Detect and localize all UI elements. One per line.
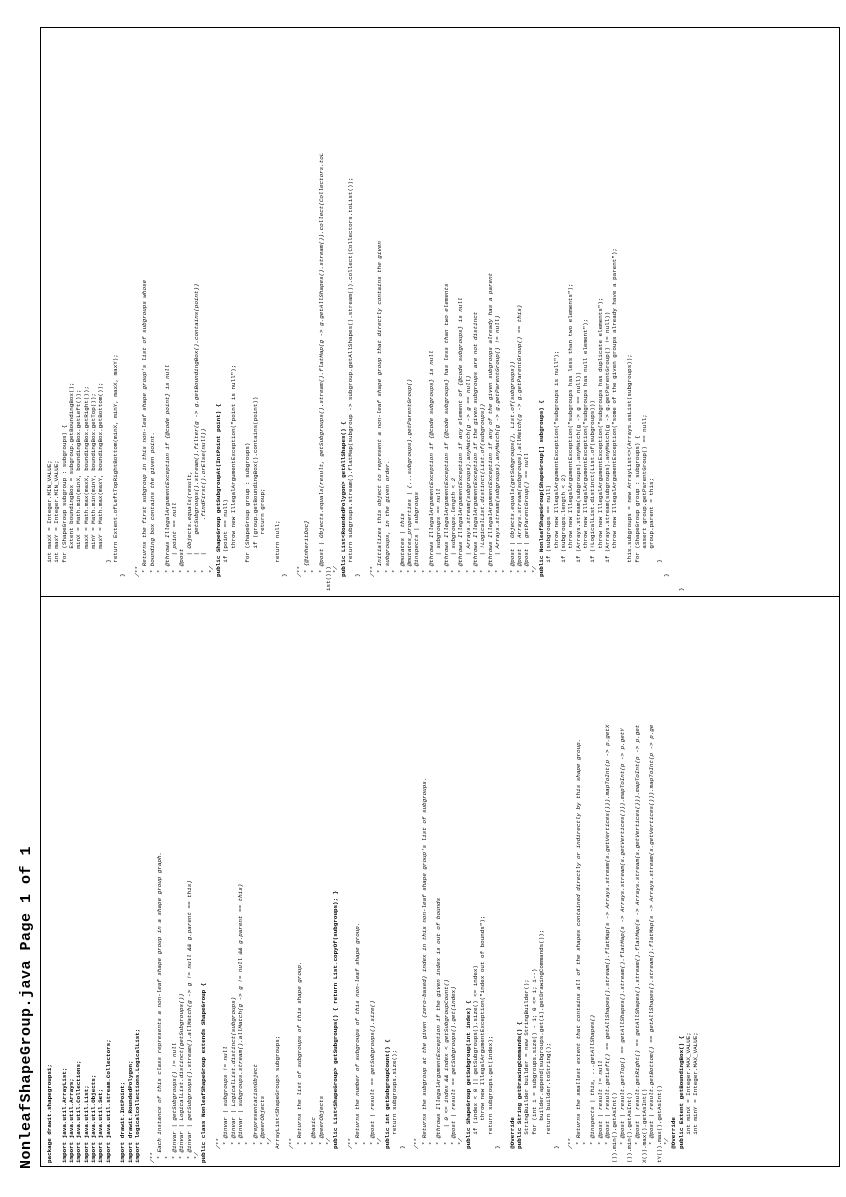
code-line: throw new IllegalArgumentException("index out of bounds");: [479, 915, 487, 1163]
code-line: * @post | result == getSubgroups().get(index): [449, 986, 457, 1163]
code-line: *: [303, 1138, 311, 1163]
code-line: * @post | result != null: [596, 1060, 604, 1163]
code-line: * bounding box contains the given point.: [148, 431, 156, 591]
code-line: * @peerObjects: [258, 1095, 266, 1163]
code-line: * @mutates | this: [398, 513, 406, 591]
code-line: * @post | result == getSubgroups().size(): [369, 1000, 377, 1163]
code-line: [266, 31, 273, 591]
code-line: [670, 31, 677, 591]
code-line: */: [266, 1138, 274, 1163]
code-line: */: [376, 1138, 384, 1163]
code-line: * Returns the list of subgroups of this shape group.: [295, 961, 303, 1163]
code-line: * @post | result.getLeft() == getAllShapes().stream().flatMap(s -> Arrays.stream(s.getVertices())).mapToInt(p -> p.getX: [604, 724, 612, 1163]
code-line: [112, 601, 119, 1163]
code-line: /**: [347, 1138, 355, 1163]
code-line: throw new IllegalArgumentException("subgroups has null element");: [582, 318, 590, 591]
code-line: throw new IllegalArgumentException("subgroups has less than two elements");: [567, 283, 575, 591]
code-listing-right: [46, 31, 685, 591]
code-line: * | subgroups == null: [435, 488, 443, 591]
code-line: * | 0 <= index && index < getSubgroupCount(): [442, 979, 450, 1163]
code-line: * @invar | subgroups != null: [222, 1046, 230, 1163]
code-line: import java.util.Arrays;: [68, 1078, 76, 1163]
code-line: * | !LogicalList.distinct(List.of(subgroups)): [479, 403, 487, 591]
code-line: @Override: [508, 1117, 516, 1163]
code-line: maxY = Math.max(maxY, boundingBox.getBottom());: [97, 382, 105, 591]
code-line: * @throws IllegalArgumentException if any element of {@code subgroups} is null: [457, 297, 465, 591]
code-line: *: [156, 566, 164, 591]
code-line: * @throws IllegalArgumentException if {@code subgroups} is null: [427, 350, 435, 591]
code-line: [237, 31, 244, 591]
code-line: * Returns the first subgroup in this non-leaf shape group's list of subgroups whose: [141, 279, 149, 591]
code-line: [340, 601, 347, 1163]
code-line: *: [310, 566, 318, 591]
column-divider: [40, 596, 840, 597]
code-line: [127, 31, 134, 591]
code-line: * @post | Objects.equals(getSubgroups(), List.of(subgroups)): [508, 361, 516, 591]
code-line: import java.util.stream.Collectors;: [104, 1039, 112, 1163]
code-line: return subgroups.stream().flatMap(subgroup -> subgroup.getAllShapes().stream()).collect(Collectors.toList());: [347, 177, 355, 591]
code-line: maxX = Math.max(maxX, boundingBox.getRight());: [82, 385, 90, 591]
code-line: *: [163, 1152, 171, 1163]
code-line: this.subgroups = new ArrayList<>(Arrays.asList(subgroups));: [626, 354, 634, 591]
code-line: * | Objects.equals(result,: [185, 470, 193, 591]
code-line: /**: [134, 566, 142, 591]
code-line: throw new IllegalArgumentException("subgroups is null");: [552, 350, 560, 591]
code-line: * @invar | subgroups.stream().allMatch(g -> g != null && g.parent == this): [236, 883, 244, 1163]
code-line: if (Arrays.stream(subgroups).anyMatch(g -> g == null)): [574, 371, 582, 591]
code-line: */: [207, 566, 215, 591]
code-line: * {@inheritDoc}: [303, 520, 311, 591]
code-line: }: [662, 573, 670, 591]
code-line: * Initializes this object to represent a non-leaf shape group that directly contains the given: [376, 241, 384, 591]
code-line: [560, 601, 567, 1163]
code-line: /**: [148, 1152, 156, 1163]
code-line: * @post | result.getRight() == getAllShapes().stream().flatMap(s -> Arrays.stream(s.getVertices())).mapToInt(p -> p.get: [633, 724, 641, 1163]
code-column-right: [46, 31, 836, 591]
code-line: * @throws IllegalArgumentException if {@code subgroups} has less than two elements: [442, 283, 450, 591]
code-line: *: [420, 566, 428, 591]
code-line: import java.util.List;: [82, 1085, 90, 1163]
code-listing-left: [46, 601, 700, 1163]
code-line: for (ShapeGroup group : subgroups): [244, 442, 252, 591]
code-line: /**: [369, 566, 377, 591]
code-line: public ShapeGroup getSubgroupAt(IntPoint point) {: [214, 403, 222, 591]
code-line: /**: [567, 1138, 575, 1163]
code-line: *: [427, 1138, 435, 1163]
code-line: [141, 601, 148, 1163]
code-line: import drawit.RoundedPolygon;: [126, 1060, 134, 1163]
code-line: [281, 601, 288, 1163]
code-line: *: [391, 566, 399, 591]
code-line: }: [552, 1145, 560, 1163]
code-line: * @post | result.getBottom() == getAllShapes().stream().flatMap(s -> Arrays.stream(s.getVertices())).mapToInt(p -> p.ge: [648, 724, 656, 1163]
code-line: @Override: [670, 1117, 678, 1163]
code-line: */: [530, 566, 538, 591]
code-line: * @throws IllegalArgumentException if the given index is out of bounds: [435, 897, 443, 1163]
page-title: NonleafShapeGroup.java Page 1 of 1: [18, 845, 35, 1169]
code-line: int maxX = Integer.MIN_VALUE;: [46, 460, 53, 591]
code-line: X()).max().getAsInt(): [640, 1088, 648, 1163]
code-line: * @post | Objects.equals(result, getSubgroups().stream().flatMap(g -> g.getAllShapes().stream()).collect(Collectors.toL: [317, 152, 325, 591]
code-line: }: [493, 1145, 501, 1163]
code-line: * Each instance of this class represents a non-leaf shape group in a shape group graph.: [156, 851, 164, 1163]
code-line: /**: [413, 1138, 421, 1163]
code-line: if (point == null): [222, 499, 230, 591]
code-line: * @post | getParentGroup() == null: [523, 453, 531, 591]
code-line: public NonleafShapeGroup(ShapeGroup[] subgroups) {: [538, 400, 546, 591]
code-line: * @invar | getSubgroups().stream().allMatch(g -> g != null && g.parent == this): [185, 880, 193, 1163]
code-line: if (!LogicalList.distinct(List.of(subgroups))): [589, 400, 597, 591]
code-line: *: [361, 1138, 369, 1163]
code-line: Extent boundingBox = subgroup.getBoundingBox();: [68, 382, 76, 591]
code-line: *: [582, 1138, 590, 1163]
code-line: import logicalcollections.LogicalList;: [134, 1028, 142, 1163]
code-line: * | getSubgroups().stream().filter(g -> g.getBoundingBox().contains(point)): [192, 283, 200, 591]
code-line: }: [354, 573, 362, 591]
code-line: * Returns the number of subgroups of this non-leaf shape group.: [354, 922, 362, 1163]
code-line: */: [192, 1152, 200, 1163]
code-line: }: [398, 1145, 406, 1163]
code-line: [208, 601, 215, 1163]
code-line: [501, 601, 508, 1163]
code-line: import java.util.Set;: [97, 1088, 105, 1163]
code-line: throw new IllegalArgumentException("subgroups has duplicate elements");: [596, 297, 604, 591]
code-line: int maxY = Integer.MIN_VALUE;: [53, 460, 61, 591]
code-line: * @throws IllegalArgumentException if the given subgroups are not distinct: [471, 311, 479, 591]
code-line: int minX = Integer.MAX_VALUE;: [684, 1032, 692, 1163]
code-line: for (int i = subgroups.size() - 1; 0 <= i; i--): [530, 968, 538, 1163]
code-line: return Extent.ofLeftTopRightBottom(minX, minY, maxX, maxY);: [112, 354, 120, 591]
code-line: * Returns the subgroup at the given (zero-based) index in this non-leaf shape group's list of subgroups.: [420, 777, 428, 1163]
code-line: * @post | result.getTop() == getAllShapes().stream().flatMap(s -> Arrays.stream(s.getVertices())).mapToInt(p -> p.getY: [618, 728, 626, 1163]
code-line: * @post: [178, 548, 186, 591]
code-line: if (subgroups.length < 2): [560, 474, 568, 591]
code-line: [362, 31, 369, 591]
code-line: ist())): [325, 566, 333, 591]
code-line: *: [244, 1138, 252, 1163]
code-line: *: [501, 566, 509, 591]
code-line: }: [677, 587, 685, 591]
code-line: * @throws IllegalArgumentException if {@code point} is null: [163, 364, 171, 591]
code-line: package drawit.shapegroups1;: [46, 1064, 53, 1163]
code-line: for (ShapeGroup subgroup : subgroups) {: [60, 424, 68, 591]
code-line: import drawit.IntPoint;: [119, 1081, 127, 1163]
code-line: [288, 31, 295, 591]
code-line: return group;: [258, 488, 266, 591]
code-line: * | point == null: [170, 502, 178, 591]
code-line: * @inspects | this, ...getAllShapes(): [589, 1014, 597, 1163]
code-line: minX = Math.min(minX, boundingBox.getLeft());: [75, 389, 83, 591]
code-line: import java.util.Objects;: [90, 1074, 98, 1163]
code-line: * @peerObjects: [317, 1095, 325, 1163]
code-line: * @throws IllegalArgumentException if any of the given subgroups already has a parent: [486, 272, 494, 591]
code-line: /**: [288, 1138, 296, 1163]
code-line: public List<RoundedPolygon> getAllShapes() {: [339, 421, 347, 591]
code-line: if (Arrays.stream(subgroups).anyMatch(g -> g.getParentGroup() != null)): [604, 311, 612, 591]
code-line: */: [325, 1138, 333, 1163]
code-line: ArrayList<ShapeGroup> subgroups;: [273, 1035, 281, 1163]
code-line: public Extent getBoundingBox() {: [677, 1035, 685, 1163]
code-line: return subgroups.size();: [391, 1049, 399, 1163]
code-line: * Returns the smallest extent that contains all of the shapes contained directly or indirectly by this shape group.: [574, 738, 582, 1163]
code-line: public class NonleafShapeGroup extends ShapeGroup {: [200, 982, 208, 1163]
code-line: StringBuilder builder = new StringBuilder();: [523, 979, 531, 1163]
code-line: * | Arrays.stream(subgroups).anyMatch(g -> g.getParentGroup() != null): [493, 315, 501, 591]
code-line: }: [281, 573, 288, 591]
code-line: * @invar | getSubgroups() != null: [170, 1042, 178, 1163]
code-line: if (index < 0 || getSubgroups().size() <= index): [471, 965, 479, 1163]
code-line: }: [655, 559, 663, 591]
code-line: ()).min().getAsInt(): [611, 1092, 619, 1163]
code-line: ()).min().getAsInt(): [626, 1092, 634, 1163]
code-line: */: [662, 1138, 670, 1163]
code-line: [406, 601, 413, 1163]
code-line: public String getDrawingCommands() {: [516, 1021, 523, 1163]
code-line: */: [457, 1138, 465, 1163]
code-line: if (subgroups == null): [545, 484, 553, 591]
code-line: import java.util.Collections;: [75, 1060, 83, 1163]
code-line: for (ShapeGroup group : subgroups) {: [633, 435, 641, 591]
code-line: public ShapeGroup getSubgroup(int index) {: [464, 1000, 472, 1163]
code-line: /**: [295, 566, 303, 591]
code-line: group.parent = this;: [648, 477, 656, 591]
code-line: * | .findFirst().orElse(null)): [200, 428, 208, 591]
code-line: import java.util.ArrayList;: [60, 1067, 68, 1163]
code-line: }: [104, 559, 112, 591]
code-line: * | Arrays.stream(subgroups).anyMatch(g -> g == null): [464, 375, 472, 591]
code-line: * @mutates_properties | (...subgroups).getParentGroup(): [405, 378, 413, 591]
code-column-left: [46, 601, 836, 1163]
code-line: public int getSubgroupCount() {: [383, 1039, 391, 1163]
code-line: * @representationObject: [251, 1064, 259, 1163]
code-line: * subgroups, in the given order.: [383, 460, 391, 591]
code-line: if (group.getBoundingBox().contains(point)): [251, 396, 259, 591]
code-line: return builder.toString();: [545, 1042, 553, 1163]
code-line: builder.append(subgroups.get(i).getDrawingCommands());: [538, 929, 546, 1163]
code-line: minY = Math.min(minY, boundingBox.getTop());: [90, 393, 98, 591]
code-line: */: [332, 566, 340, 591]
code-line: public List<ShapeGroup> getSubgroups() { return List.copyOf(subgroups); }: [332, 890, 340, 1163]
code-line: tY()).max().getAsInt(): [655, 1085, 663, 1163]
code-line: return subgroups.get(index);: [486, 1035, 494, 1163]
code-line: throw new IllegalArgumentException("some of the given groups already have a parent");: [611, 248, 619, 591]
code-line: [53, 601, 60, 1163]
code-line: * @basic: [310, 1117, 318, 1163]
code-line: * @post | Arrays.stream(subgroups).allMatch(g -> g.getParentGroup() == this): [516, 304, 523, 591]
code-line: assert group.getParentGroup() == null;: [640, 414, 648, 591]
code-line: [619, 31, 626, 591]
code-line: return null;: [273, 520, 281, 591]
code-line: * @invar | LogicalList.distinct(subgroups): [229, 996, 237, 1163]
code-line: * @invar | LogicalList.distinct(getSubgroups()): [178, 993, 186, 1163]
code-line: throw new IllegalArgumentException("point is null");: [229, 364, 237, 591]
code-line: * | subgroups.length < 2: [449, 477, 457, 591]
code-line: * @inspects | subgroups: [413, 492, 421, 591]
code-line: /**: [214, 1138, 222, 1163]
code-line: }: [119, 573, 127, 591]
code-line: int minY = Integer.MAX_VALUE;: [692, 1032, 700, 1163]
